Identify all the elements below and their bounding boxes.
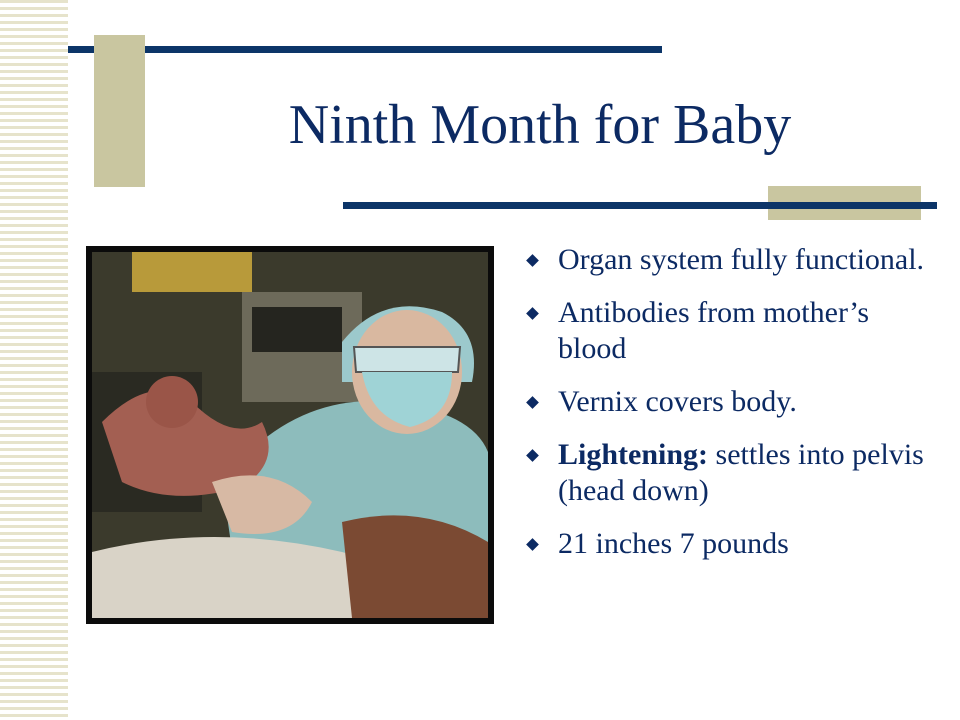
bullet-text: 21 inches 7 pounds [558, 527, 789, 560]
diamond-bullet-icon [526, 307, 539, 320]
diamond-bullet-icon [526, 538, 539, 551]
bullet-item [522, 295, 942, 367]
bullet-list [522, 242, 942, 579]
photo-illustration [92, 252, 488, 618]
bullet-text: Organ system fully functional. [558, 243, 925, 276]
diamond-bullet-icon [526, 396, 539, 409]
newborn-delivery-photo [86, 246, 494, 624]
olive-accent-bar-vertical [94, 35, 145, 187]
bullet-item [522, 242, 942, 278]
striped-margin-band [0, 0, 68, 720]
navy-divider-bottom [343, 202, 937, 209]
bullet-text: settles into pelvis (head down) [558, 438, 924, 507]
navy-divider-top [68, 46, 662, 53]
bullet-text: Antibodies from mother’s blood [558, 296, 870, 365]
slide-title: Ninth Month for Baby [288, 94, 792, 156]
diamond-bullet-icon [526, 254, 539, 267]
bullet-term: Lightening: [558, 438, 709, 471]
bullet-item [522, 437, 942, 509]
bullet-text: Vernix covers body. [558, 385, 797, 418]
diamond-bullet-icon [526, 449, 539, 462]
bullet-item [522, 384, 942, 420]
bullet-item [522, 526, 942, 562]
